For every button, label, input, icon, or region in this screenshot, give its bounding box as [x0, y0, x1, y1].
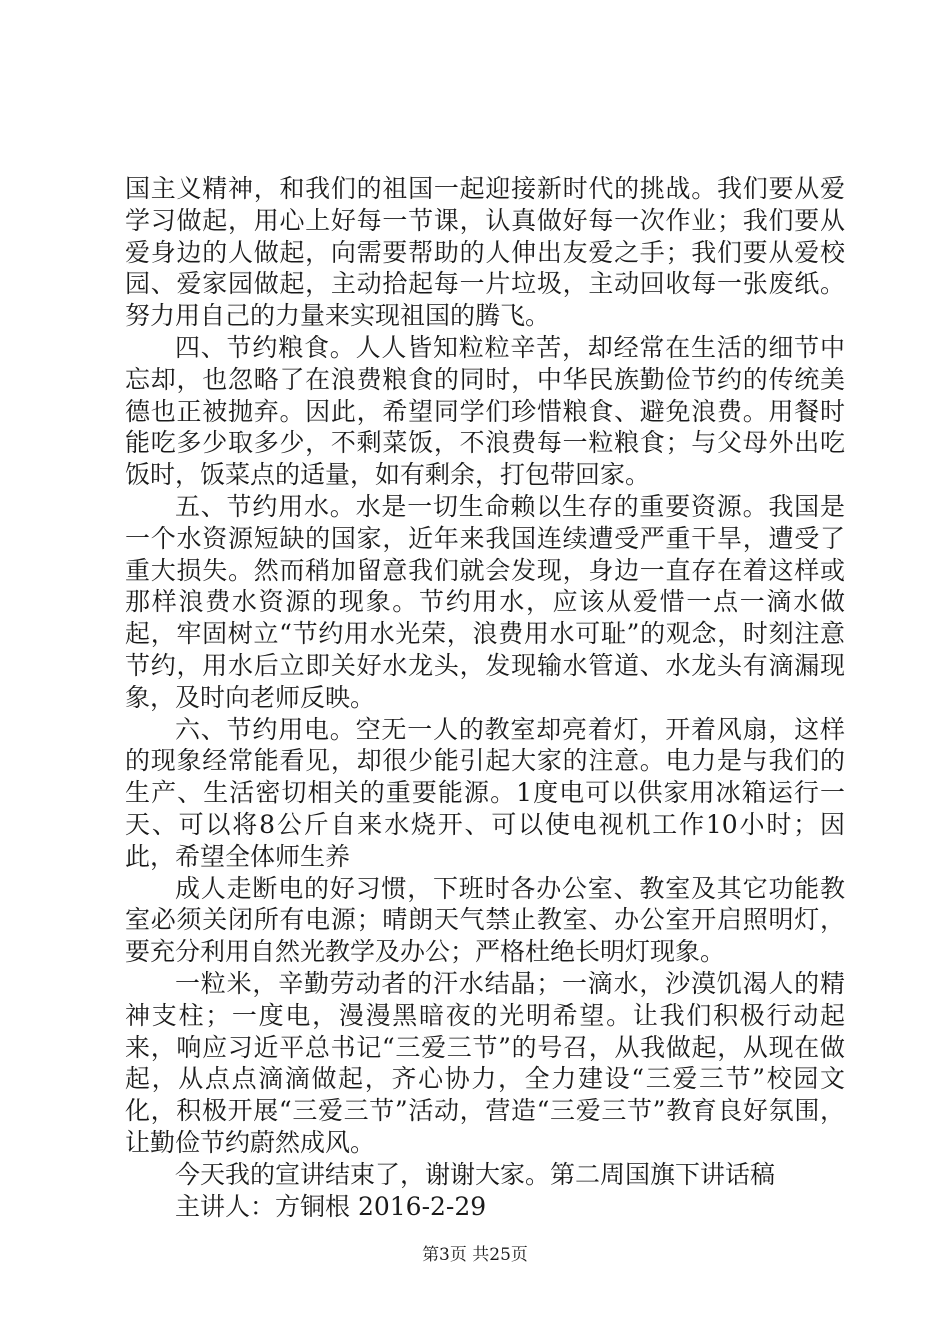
paragraph-8: 主讲人：方铜根 2016-2-29 — [175, 1191, 487, 1221]
document-body — [125, 173, 845, 1222]
paragraph-7: 今天我的宣讲结束了，谢谢大家。第二周国旗下讲话稿 — [175, 1159, 776, 1189]
paragraph-6: 一粒米，辛勤劳动者的汗水结晶；一滴水，沙漠饥渴人的精神支柱；一度电，漫漫黑暗夜的光明希望。让我们积极行动起来，响应习近平总书记“三爱三节”的号召，从我做起，从现在做起，从点点滴滴做起，齐心协力，全力建设“三爱三节”校园文化，积极开展“三爱三节”活动，营造“三爱三节”教育良好氛围，让勤俭节约蔚然成风。 — [125, 968, 845, 1157]
paragraph-4: 六、节约用电。空无一人的教室却亮着灯，开着风扇，这样的现象经常能看见，却很少能引起大家的注意。电力是与我们的生产、生活密切相关的重要能源。1度电可以供家用冰箱运行一天、可以将8公斤自来水烧开、可以使电视机工作10小时；因此，希望全体师生养 — [125, 714, 845, 871]
paragraph-1: 国主义精神，和我们的祖国一起迎接新时代的挑战。我们要从爱学习做起，用心上好每一节课，认真做好每一次作业；我们要从爱身边的人做起，向需要帮助的人伸出友爱之手；我们要从爱校园、爱家园做起，主动拾起每一片垃圾，主动回收每一张废纸。努力用自己的力量来实现祖国的腾飞。 — [125, 174, 845, 331]
paragraph-3: 五、节约用水。水是一切生命赖以生存的重要资源。我国是一个水资源短缺的国家，近年来我国连续遭受严重干旱，遭受了重大损失。然而稍加留意我们就会发现，身边一直存在着这样或那样浪费水资源的现象。节约用水，应该从爱惜一点一滴水做起，牢固树立“节约用水光荣，浪费用水可耻”的观念，时刻注意节约，用水后立即关好水龙头，发现输水管道、水龙头有滴漏现象，及时向老师反映。 — [125, 491, 845, 712]
paragraph-2: 四、节约粮食。人人皆知粒粒辛苦，却经常在生活的细节中忘却，也忽略了在浪费粮食的同时，中华民族勤俭节约的传统美德也正被抛弃。因此，希望同学们珍惜粮食、避免浪费。用餐时能吃多少取多少，不剩菜饭，不浪费每一粒粮食；与父母外出吃饭时，饭菜点的适量，如有剩余，打包带回家。 — [125, 332, 845, 490]
page-number-footer: 第3页 共25页 — [422, 1245, 528, 1265]
paragraph-5: 成人走断电的好习惯，下班时各办公室、教室及其它功能教室必须关闭所有电源；晴朗天气禁止教室、办公室开启照明灯，要充分利用自然光教学及办公；严格杜绝长明灯现象。 — [125, 873, 845, 967]
